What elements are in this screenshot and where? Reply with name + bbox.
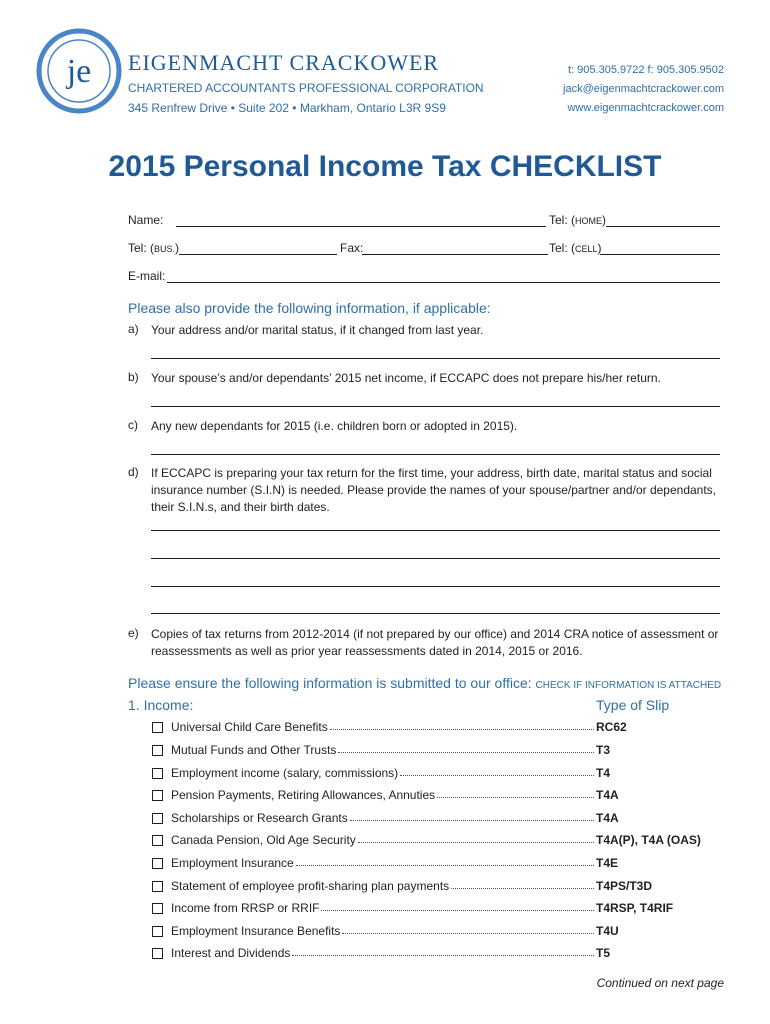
section-heading-submit: Please ensure the following information is submitted to our office: CHECK IF INFORMATION IS ATTACHED <box>128 675 722 691</box>
page-title: 2015 Personal Income Tax CHECKLIST <box>108 150 662 183</box>
firm-name: EIGENMACHT CRACKOWER <box>128 50 440 75</box>
item-e-letter: e) <box>128 626 139 640</box>
income-item: Income from RRSP or RRIF T4RSP, T4RIF <box>152 900 720 916</box>
item-b-answer-line[interactable] <box>151 406 720 407</box>
tel-cell-label: Tel: (CELL) <box>549 241 602 255</box>
item-b-letter: b) <box>128 370 139 384</box>
item-a-answer-line[interactable] <box>151 358 720 359</box>
item-c-answer-line[interactable] <box>151 454 720 455</box>
checkbox[interactable] <box>152 813 163 824</box>
income-item: Employment Insurance Benefits T4U <box>152 923 720 939</box>
income-item: Mutual Funds and Other Trusts T3 <box>152 742 720 758</box>
income-item: Universal Child Care Benefits RC62 <box>152 719 720 735</box>
income-item: Employment income (salary, commissions) T4 <box>152 765 720 781</box>
checkbox[interactable] <box>152 745 163 756</box>
item-d-text: If ECCAPC is preparing your tax return for the first time, your address, birth date, marital status and social insurance number (S.I.N) is needed. Please provide the names of your spouse/partner and/or dependants, their S.I.N.s, and their birth dates. <box>151 466 717 514</box>
item-d-answer-line[interactable] <box>151 586 720 587</box>
firm-logo <box>36 28 122 114</box>
tel-bus-label: Tel: (BUS.) <box>128 241 180 255</box>
checkbox[interactable] <box>152 926 163 937</box>
income-item: Scholarships or Research Grants T4A <box>152 810 720 826</box>
name-label: Name: <box>128 213 164 227</box>
phone-fax: t: 905.305.9722 f: 905.305.9502 <box>568 64 724 76</box>
checkbox[interactable] <box>152 881 163 892</box>
item-d-answer-line[interactable] <box>151 558 720 559</box>
item-e-text: Copies of tax returns from 2012-2014 (if not prepared by our office) and 2014 CRA notice of assessment or reassessments as well as prior year reassessments dated in 2014, 2015 or 2016. <box>151 627 719 658</box>
fax-field[interactable] <box>362 254 548 255</box>
tel-home-label: Tel: (HOME) <box>549 213 607 227</box>
email-field[interactable] <box>167 282 720 283</box>
item-a-text: Your address and/or marital status, if it changed from last year. <box>151 323 484 337</box>
item-c-text: Any new dependants for 2015 (i.e. children born or adopted in 2015). <box>151 419 518 433</box>
tel-home-field[interactable] <box>606 226 720 227</box>
income-heading: 1. Income: <box>128 697 194 713</box>
slip-type-heading: Type of Slip <box>596 697 670 713</box>
item-a-letter: a) <box>128 322 139 336</box>
income-item: Pension Payments, Retiring Allowances, Annuties T4A <box>152 787 720 803</box>
firm-email: jack@eigenmachtcrackower.com <box>563 83 724 95</box>
firm-website: www.eigenmachtcrackower.com <box>567 102 724 114</box>
logo-text: je <box>66 53 92 90</box>
item-d-answer-line[interactable] <box>151 530 720 531</box>
tel-cell-field[interactable] <box>600 254 720 255</box>
firm-subtitle: CHARTERED ACCOUNTANTS PROFESSIONAL CORPORATION <box>128 81 484 95</box>
fax-label: Fax: <box>340 241 364 255</box>
continued-note: Continued on next page <box>596 976 724 990</box>
income-item: Canada Pension, Old Age Security T4A(P), T4A (OAS) <box>152 832 720 848</box>
income-item: Interest and Dividends T5 <box>152 945 720 961</box>
income-item: Employment Insurance T4E <box>152 855 720 871</box>
item-b-text: Your spouse’s and/or dependants’ 2015 net income, if ECCAPC does not prepare his/her return. <box>151 371 661 385</box>
checkbox[interactable] <box>152 722 163 733</box>
checkbox[interactable] <box>152 948 163 959</box>
checkbox[interactable] <box>152 768 163 779</box>
item-d-answer-line[interactable] <box>151 613 720 614</box>
checkbox[interactable] <box>152 835 163 846</box>
name-field[interactable] <box>176 226 546 227</box>
checkbox[interactable] <box>152 790 163 801</box>
item-d-letter: d) <box>128 465 139 479</box>
firm-address: 345 Renfrew Drive • Suite 202 • Markham, Ontario L3R 9S9 <box>128 101 446 115</box>
income-item: Statement of employee profit-sharing plan payments T4PS/T3D <box>152 878 720 894</box>
section-heading-info: Please also provide the following information, if applicable: <box>128 300 491 316</box>
checkbox[interactable] <box>152 903 163 914</box>
item-c-letter: c) <box>128 418 138 432</box>
attach-note: CHECK IF INFORMATION IS ATTACHED <box>535 680 722 691</box>
checkbox[interactable] <box>152 858 163 869</box>
email-label: E-mail: <box>128 269 166 283</box>
tel-bus-field[interactable] <box>179 254 337 255</box>
